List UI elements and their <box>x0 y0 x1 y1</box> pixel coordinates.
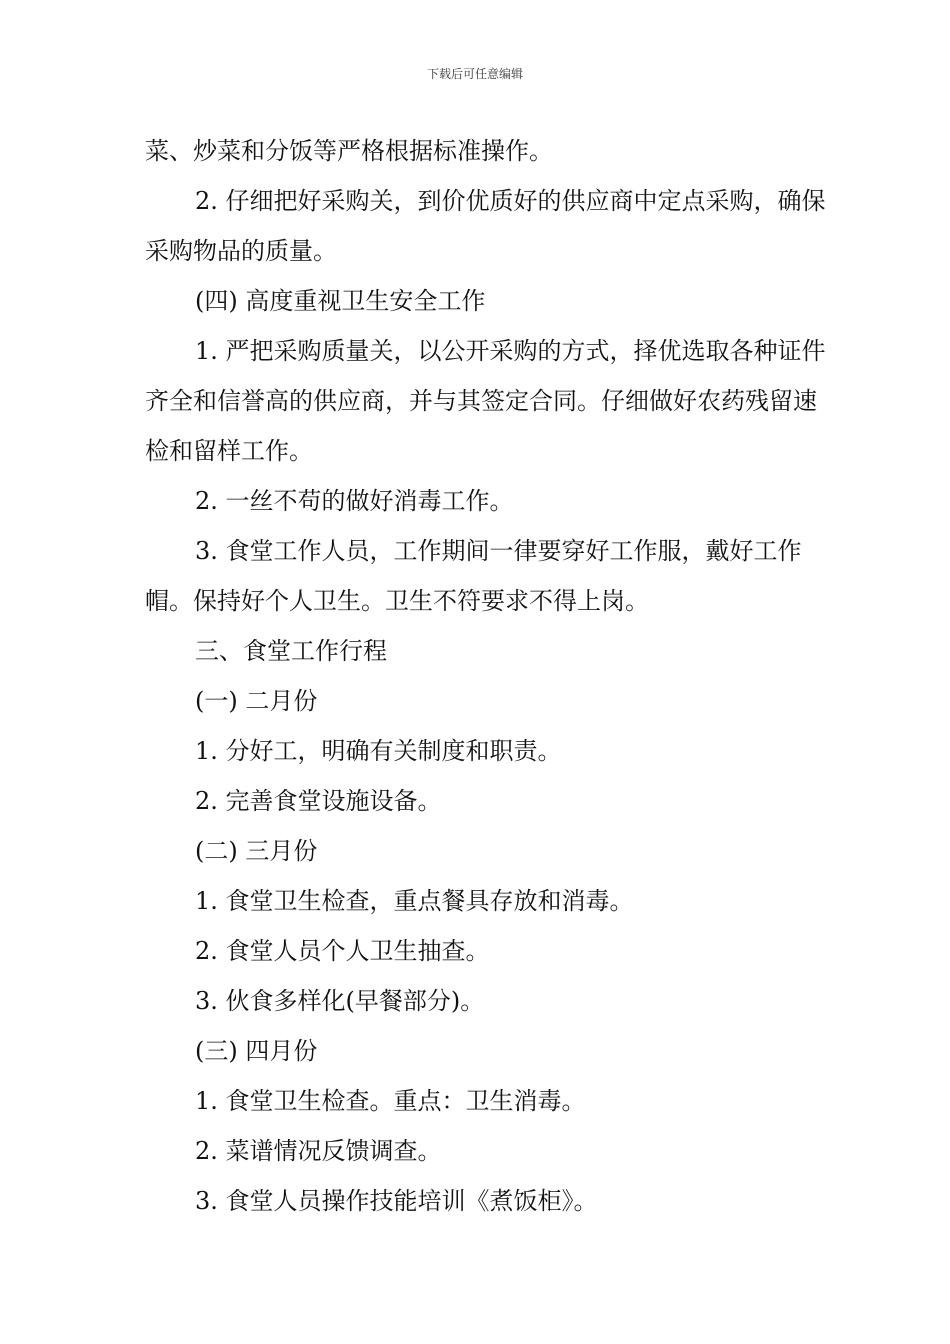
document-body <box>145 126 835 1226</box>
paragraph-continuation: 菜、炒菜和分饭等严格根据标准操作。 <box>145 137 553 165</box>
paragraph-item: 3. 食堂工作人员，工作期间一律要穿好工作服，戴好工作帽。保持好个人卫生。卫生不符要求不得上岗。 <box>145 537 802 615</box>
list-item: 1. 食堂卫生检查，重点餐具存放和消毒。 <box>195 887 634 915</box>
list-item: 1. 分好工，明确有关制度和职责。 <box>195 737 562 765</box>
subsection-heading: (三) 四月份 <box>195 1037 318 1065</box>
paragraph-item: 2. 仔细把好采购关，到价优质好的供应商中定点采购，确保采购物品的质量。 <box>145 187 826 265</box>
list-item: 3. 食堂人员操作技能培训《煮饭柜》。 <box>195 1187 598 1215</box>
page-header: 下载后可任意编辑 <box>426 67 523 81</box>
list-item: 2. 完善食堂设施设备。 <box>195 787 442 815</box>
list-item: 1. 食堂卫生检查。重点：卫生消毒。 <box>195 1087 586 1115</box>
list-item: 2. 菜谱情况反馈调查。 <box>195 1137 442 1165</box>
paragraph-item: 1. 严把采购质量关，以公开采购的方式，择优选取各种证件齐全和信誉高的供应商，并与其签定合同。仔细做好农药残留速检和留样工作。 <box>145 337 826 465</box>
section-heading: 三、食堂工作行程 <box>195 637 387 665</box>
list-item: 2. 食堂人员个人卫生抽查。 <box>195 937 490 965</box>
subsection-heading: (二) 三月份 <box>195 837 318 865</box>
subsection-heading: (一) 二月份 <box>195 687 318 715</box>
list-item: 3. 伙食多样化(早餐部分)。 <box>195 987 485 1015</box>
paragraph-item: 2. 一丝不苟的做好消毒工作。 <box>195 487 514 515</box>
section-heading: (四) 高度重视卫生安全工作 <box>195 287 486 315</box>
